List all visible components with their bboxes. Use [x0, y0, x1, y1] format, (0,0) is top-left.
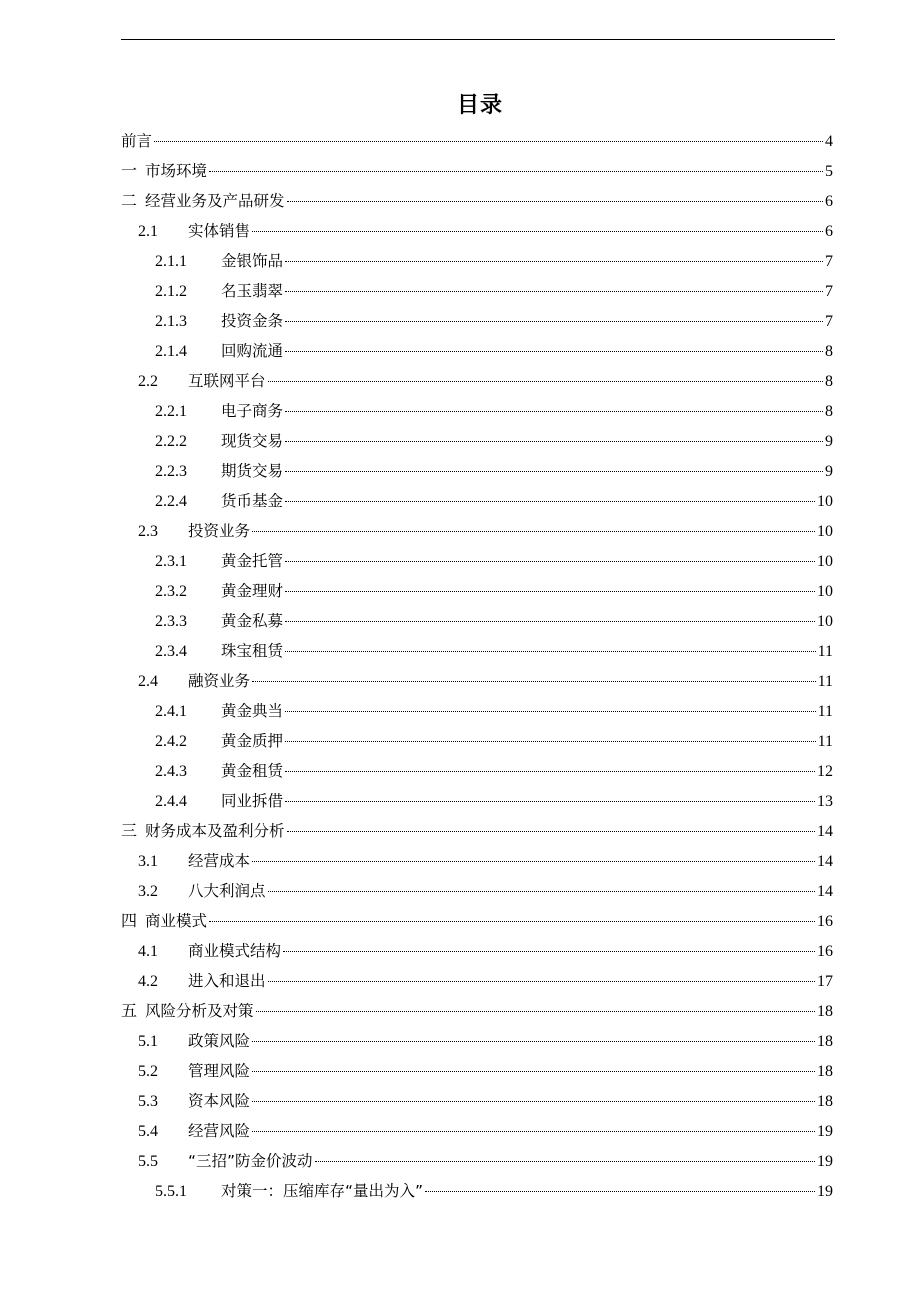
table-of-contents — [121, 128, 833, 1208]
toc-entry-number: 2.3.4 — [155, 643, 187, 660]
toc-dot-leader — [285, 501, 815, 502]
toc-entry-page-number: 11 — [817, 673, 833, 690]
toc-entry-number: 四 — [121, 913, 138, 930]
toc-entry-page-number: 18 — [817, 1063, 833, 1080]
toc-entry[interactable] — [121, 638, 833, 668]
header-rule — [121, 39, 835, 40]
toc-entry-number: 5.1 — [138, 1033, 158, 1050]
toc-dot-leader — [285, 261, 823, 262]
toc-entry[interactable] — [121, 458, 833, 488]
toc-entry-label: 金银饰品 — [221, 252, 284, 270]
toc-entry-label: 黄金理财 — [221, 582, 284, 600]
toc-entry-label: 经营成本 — [188, 852, 251, 870]
toc-entry-label: 商业模式 — [145, 912, 208, 930]
toc-entry-label: 财务成本及盈利分析 — [145, 822, 285, 840]
toc-dot-leader — [256, 1011, 815, 1012]
toc-entry-number: 2.1 — [138, 223, 158, 240]
toc-entry-number: 5.5.1 — [155, 1183, 187, 1200]
toc-dot-leader — [285, 471, 823, 472]
toc-entry-page-number: 19 — [817, 1123, 833, 1140]
toc-dot-leader — [252, 681, 816, 682]
toc-entry-number: 2.3.1 — [155, 553, 187, 570]
toc-entry-page-number: 6 — [825, 193, 833, 210]
toc-entry-label: 前言 — [121, 132, 153, 150]
toc-entry-page-number: 11 — [817, 643, 833, 660]
toc-entry-page-number: 10 — [817, 613, 833, 630]
toc-entry-number: 2.2.4 — [155, 493, 187, 510]
toc-dot-leader — [252, 861, 815, 862]
toc-entry-label: 资本风险 — [188, 1092, 251, 1110]
toc-entry[interactable] — [121, 758, 833, 788]
toc-entry-label: 融资业务 — [188, 672, 251, 690]
toc-dot-leader — [287, 201, 823, 202]
toc-entry[interactable] — [121, 518, 833, 548]
toc-entry-label: 名玉翡翠 — [221, 282, 284, 300]
toc-entry-number: 4.1 — [138, 943, 158, 960]
toc-entry-page-number: 7 — [825, 253, 833, 270]
toc-entry-label: 实体销售 — [188, 222, 251, 240]
toc-entry-number: 2.4.2 — [155, 733, 187, 750]
toc-dot-leader — [425, 1191, 815, 1192]
toc-dot-leader — [315, 1161, 815, 1162]
toc-dot-leader — [287, 831, 815, 832]
toc-entry-number: 5.4 — [138, 1123, 158, 1140]
toc-entry-page-number: 9 — [825, 463, 833, 480]
toc-entry-label: 风险分析及对策 — [145, 1002, 254, 1020]
toc-entry-page-number: 19 — [817, 1153, 833, 1170]
toc-dot-leader — [285, 651, 816, 652]
toc-entry-number: 5.3 — [138, 1093, 158, 1110]
toc-dot-leader — [285, 591, 815, 592]
toc-entry-label: 经营业务及产品研发 — [145, 192, 285, 210]
toc-entry-label: 投资金条 — [221, 312, 284, 330]
toc-entry-label: 黄金私募 — [221, 612, 284, 630]
toc-dot-leader — [154, 141, 823, 142]
toc-dot-leader — [285, 741, 816, 742]
toc-entry-number: 2.3.3 — [155, 613, 187, 630]
toc-entry-label: 黄金租赁 — [221, 762, 284, 780]
toc-entry-page-number: 12 — [817, 763, 833, 780]
toc-dot-leader — [283, 951, 815, 952]
toc-dot-leader — [285, 561, 815, 562]
toc-entry-page-number: 4 — [825, 133, 833, 150]
toc-entry-label: 政策风险 — [188, 1032, 251, 1050]
toc-entry-label: 黄金典当 — [221, 702, 284, 720]
toc-entry-label: 回购流通 — [221, 342, 284, 360]
toc-entry[interactable] — [121, 998, 833, 1028]
toc-entry[interactable] — [121, 848, 833, 878]
toc-entry-page-number: 18 — [817, 1033, 833, 1050]
toc-entry-page-number: 10 — [817, 493, 833, 510]
toc-entry-number: 2.4.4 — [155, 793, 187, 810]
toc-entry-number: 5.2 — [138, 1063, 158, 1080]
toc-entry-number: 二 — [121, 193, 138, 210]
toc-entry[interactable] — [121, 548, 833, 578]
toc-entry-page-number: 9 — [825, 433, 833, 450]
toc-entry[interactable] — [121, 668, 833, 698]
toc-entry-label: 对策一：压缩库存“量出为入” — [221, 1182, 424, 1200]
toc-dot-leader — [285, 711, 816, 712]
toc-entry[interactable] — [121, 158, 833, 188]
toc-entry-page-number: 8 — [825, 403, 833, 420]
toc-dot-leader — [268, 981, 815, 982]
toc-entry-label: “三招”防金价波动 — [188, 1152, 313, 1170]
toc-entry[interactable] — [121, 788, 833, 818]
toc-dot-leader — [285, 321, 823, 322]
toc-entry[interactable] — [121, 1148, 833, 1178]
toc-entry-page-number: 11 — [817, 733, 833, 750]
toc-entry-page-number: 18 — [817, 1093, 833, 1110]
toc-entry-page-number: 7 — [825, 313, 833, 330]
toc-entry[interactable] — [121, 578, 833, 608]
toc-entry-number: 2.3 — [138, 523, 158, 540]
toc-entry-number: 2.4.3 — [155, 763, 187, 780]
toc-dot-leader — [252, 1071, 815, 1072]
toc-entry[interactable] — [121, 428, 833, 458]
toc-entry-page-number: 10 — [817, 523, 833, 540]
toc-entry-page-number: 14 — [817, 853, 833, 870]
toc-entry[interactable] — [121, 698, 833, 728]
toc-entry[interactable] — [121, 488, 833, 518]
toc-entry-page-number: 13 — [817, 793, 833, 810]
toc-entry-number: 2.2.2 — [155, 433, 187, 450]
toc-dot-leader — [252, 1041, 815, 1042]
toc-entry-page-number: 6 — [825, 223, 833, 240]
toc-entry-number: 2.2.1 — [155, 403, 187, 420]
toc-entry-number: 2.1.4 — [155, 343, 187, 360]
toc-entry-label: 进入和退出 — [188, 972, 266, 990]
toc-entry[interactable] — [121, 728, 833, 758]
toc-entry-label: 期货交易 — [221, 462, 284, 480]
toc-entry-page-number: 8 — [825, 373, 833, 390]
toc-dot-leader — [285, 801, 815, 802]
toc-entry[interactable] — [121, 878, 833, 908]
toc-entry-page-number: 19 — [817, 1183, 833, 1200]
toc-entry-number: 2.2 — [138, 373, 158, 390]
toc-entry-page-number: 5 — [825, 163, 833, 180]
toc-entry-number: 三 — [121, 823, 138, 840]
toc-entry-label: 互联网平台 — [188, 372, 266, 390]
toc-entry[interactable] — [121, 128, 833, 158]
toc-entry[interactable] — [121, 818, 833, 848]
toc-entry[interactable] — [121, 938, 833, 968]
toc-entry-page-number: 17 — [817, 973, 833, 990]
toc-dot-leader — [252, 231, 823, 232]
toc-entry-number: 3.2 — [138, 883, 158, 900]
toc-entry-page-number: 16 — [817, 943, 833, 960]
toc-entry-number: 5.5 — [138, 1153, 158, 1170]
toc-entry-number: 五 — [121, 1003, 138, 1020]
toc-entry-page-number: 8 — [825, 343, 833, 360]
toc-entry-label: 黄金质押 — [221, 732, 284, 750]
toc-entry[interactable] — [121, 1178, 833, 1208]
toc-entry-page-number: 11 — [817, 703, 833, 720]
toc-entry-number: 3.1 — [138, 853, 158, 870]
toc-entry-number: 一 — [121, 163, 138, 180]
toc-entry-label: 市场环境 — [145, 162, 208, 180]
toc-entry-label: 管理风险 — [188, 1062, 251, 1080]
page-title: 目录 — [456, 93, 503, 118]
toc-entry[interactable] — [121, 908, 833, 938]
toc-entry[interactable] — [121, 308, 833, 338]
toc-dot-leader — [252, 1101, 815, 1102]
toc-entry-label: 投资业务 — [188, 522, 251, 540]
toc-entry-label: 货币基金 — [221, 492, 284, 510]
toc-entry[interactable] — [121, 1028, 833, 1058]
toc-entry-number: 4.2 — [138, 973, 158, 990]
toc-entry-number: 2.1.2 — [155, 283, 187, 300]
toc-entry-page-number: 14 — [817, 823, 833, 840]
toc-entry-page-number: 18 — [817, 1003, 833, 1020]
toc-entry-label: 八大利润点 — [188, 882, 266, 900]
toc-entry-number: 2.1.3 — [155, 313, 187, 330]
toc-entry-page-number: 10 — [817, 553, 833, 570]
toc-entry-page-number: 10 — [817, 583, 833, 600]
toc-entry[interactable] — [121, 368, 833, 398]
toc-dot-leader — [285, 351, 823, 352]
toc-entry-number: 2.4.1 — [155, 703, 187, 720]
toc-entry-label: 珠宝租赁 — [221, 642, 284, 660]
toc-dot-leader — [285, 771, 815, 772]
toc-dot-leader — [268, 381, 823, 382]
toc-entry[interactable] — [121, 1058, 833, 1088]
toc-dot-leader — [209, 171, 823, 172]
toc-dot-leader — [268, 891, 815, 892]
toc-entry-page-number: 14 — [817, 883, 833, 900]
toc-entry[interactable] — [121, 398, 833, 428]
toc-entry[interactable] — [121, 218, 833, 248]
toc-entry-number: 2.4 — [138, 673, 158, 690]
toc-entry-number: 2.1.1 — [155, 253, 187, 270]
toc-entry-label: 现货交易 — [221, 432, 284, 450]
toc-entry[interactable] — [121, 188, 833, 218]
toc-entry-page-number: 7 — [825, 283, 833, 300]
toc-dot-leader — [285, 621, 815, 622]
toc-dot-leader — [285, 441, 823, 442]
toc-dot-leader — [252, 531, 815, 532]
toc-entry-label: 同业拆借 — [221, 792, 284, 810]
toc-dot-leader — [252, 1131, 815, 1132]
toc-entry[interactable] — [121, 1118, 833, 1148]
toc-entry-page-number: 16 — [817, 913, 833, 930]
toc-entry-label: 黄金托管 — [221, 552, 284, 570]
toc-entry-label: 经营风险 — [188, 1122, 251, 1140]
toc-entry[interactable] — [121, 608, 833, 638]
toc-entry-label: 商业模式结构 — [188, 942, 282, 960]
toc-dot-leader — [285, 411, 823, 412]
toc-entry[interactable] — [121, 248, 833, 278]
toc-entry-number: 2.3.2 — [155, 583, 187, 600]
toc-dot-leader — [285, 291, 823, 292]
toc-dot-leader — [209, 921, 815, 922]
toc-entry-label: 电子商务 — [221, 402, 284, 420]
toc-entry[interactable] — [121, 1088, 833, 1118]
toc-entry[interactable] — [121, 338, 833, 368]
toc-entry-number: 2.2.3 — [155, 463, 187, 480]
toc-entry[interactable] — [121, 278, 833, 308]
toc-entry[interactable] — [121, 968, 833, 998]
